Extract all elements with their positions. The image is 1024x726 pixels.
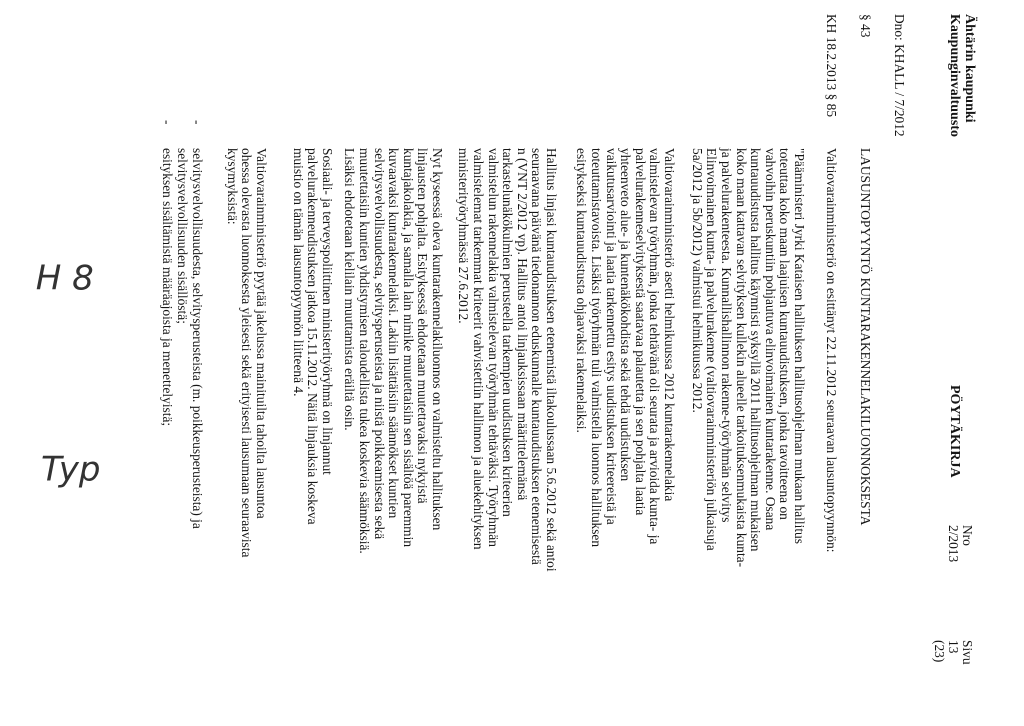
nro-label: Nro bbox=[960, 525, 975, 546]
sivu-label: Sivu bbox=[960, 640, 975, 665]
bullet-dash: - bbox=[190, 120, 205, 125]
section-number: § 43 bbox=[858, 14, 873, 38]
council-name: Kaupunginvaltuusto bbox=[947, 14, 962, 137]
paragraph: Hallitus linjasi kuntauudistuksen etenemistä iltakoulussaan 5.6.2012 sekä antoi seuraavana päivänä tiedonannon eduskunnalle kuntauudistuksen etenemisestä n (VNT 2/2012 vp). Hallitus antoi linjauksissaan määrittelemänsä tarkastelunäkökulmien perusteella tarkempien uudistuksen kriteerien valmistelun rakennelakia valmistelevan työryhmän tehtäväksi. Työryhmän valmistelemat tarkemmat kriteerit vahvistettiin hallinnon ja aluekehityksen ministerityöryhmässä 27.6.2012. bbox=[456, 148, 559, 572]
paragraph: Valtiovarainministeriö pyytää jakelussa mainituilta tahoilta lausuntoa ohessa olevasta luonnoksesta yleisesti sekä erityisesti lausumaan seuraavista kysymyksistä: bbox=[224, 148, 269, 558]
org-name: Ähtärin kaupunki bbox=[962, 14, 977, 123]
bullet-dash: - bbox=[160, 120, 175, 125]
paragraph: Valtiovarainministeriö asetti helmikuussa 2012 kuntarakennelakia valmistelevan työryhmän, jonka tehtävänä oli seurata ja arvioida kunta- ja palvelurakenneselvityksestä saatavaa palautetta ja sen pohjalta laatia yhteenveto alue- ja kuntenäkökohdista sekä tehdä uudistuksen vaikutusarviointi ja laatia tarkennettu esitys uudistuksen kriteereistä ja toteuttamistavoista. Lisäksi työryhmän tuli valmistella luonnos hallituksen esitykseksi kuntauudistusta ohjaavaksi rakennelaiksi. bbox=[574, 148, 677, 548]
paragraph: Nyt kyseessä oleva kuntarakennelakiluonnos on valmisteltu hallituksen linjausten pohjalta. Esityksessä ehdotetaan muutettavaksi nykyistä kuntajakolakia, ja samalla lain nimike muutettaisiin sen sisältöä paremmin kuvaavaksi kuntarakennelaiksi. Lakiin lisättäisiin säännökset kuntien selvitysvelvollisuudesta, selvitysperusteista ja niistä poikkeamisesta sekä muutettaisiin kuntien yhdistymisen taloudellista tukea koskevia säännöksiä. Lisäksi ehdotetaan kielilain muuttamista eräiltä osin. bbox=[342, 148, 445, 554]
section-title: LAUSUNTOPYYNTÖ KUNTARAKENNELAKILUONNOKSESTA bbox=[858, 148, 873, 526]
handwritten-mark: H 8 bbox=[35, 258, 94, 299]
intro-text: Valtiovarainministeriö on esittänyt 22.11.2012 seuraavan lausuntopyynnön: bbox=[824, 148, 839, 553]
paragraph: Sosiaali- ja terveyspoliittinen ministerityöryhmä on linjannut palvelurakenneudistuksen jatkoa 15.11.2012. Näitä linjauksia koskeva muistio on tämän lausuntopyynnön liitteenä 4. bbox=[290, 148, 335, 525]
handwritten-mark: Typ bbox=[40, 449, 101, 490]
paragraph: "Pääministeri Jyrki Kataisen hallituksen hallitusohjelman mukaan hallitus toteuttaa koko maan laajuisen kuntauudistuksen, jonka tavoitteena on vahvoihin peruskuntiin pohjautuva elinvoimainen kuntarakenne. Osana kuntauudistusta hallitus käynnisti syksyllä 2011 hallitusohjelman mukaisen koko maan kattavan selvityksen kullekin alueelle tarkoituksenmukaista kunta- ja palvelurakenteesta. Kunnallishallinnon rakenne-työryhmän selvitys Elinvoimainen kunta- ja palvelurakenne (valtiovarainministeriön julkaisuja 5a/2012 ja 5b/2012) valmistui helmikuussa 2012. bbox=[689, 148, 807, 568]
sivu-value: 13 bbox=[946, 640, 961, 654]
kh-reference: KH 18.2.2013 § 85 bbox=[824, 14, 839, 118]
sivu-total: (23) bbox=[932, 640, 947, 663]
bullet-item: selvitysvelvollisuudesta, selvitysperusteista (m. poikkeusperusteista) ja selvitysvelvollisuuden sisällöstä; bbox=[175, 148, 205, 529]
bullet-item: esityksen sisältämistä määräajoista ja menettelyistä; bbox=[160, 148, 175, 427]
dno: Dno: KHALL / 7/2012 bbox=[892, 14, 907, 137]
nro-value: 2/2013 bbox=[946, 525, 961, 563]
doc-type: PÖYTÄKIRJA bbox=[947, 385, 962, 478]
